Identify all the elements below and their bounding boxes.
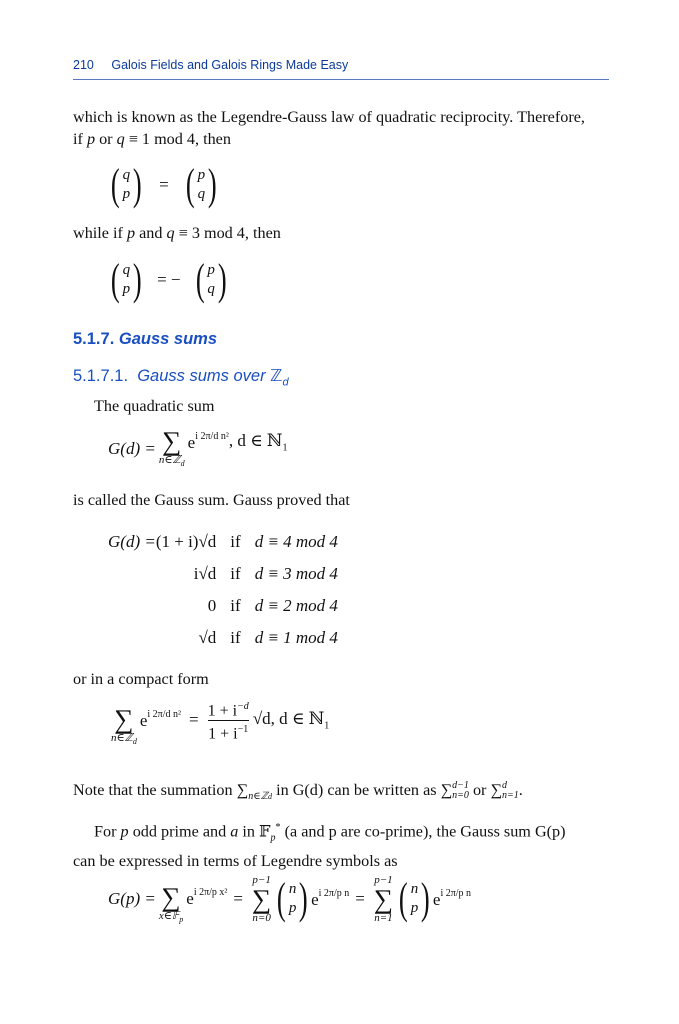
- paragraph-3: The quadratic sum: [94, 397, 215, 415]
- paragraph-6: Note that the summation $\sum_{n\in ℤd}$ in G(d) can be written as ∑ d−1 n=0 or ∑ d n=1 .: [73, 780, 523, 803]
- equation-reciprocity-1: ( q p ) = ( p q ): [110, 160, 217, 209]
- running-header: [73, 58, 348, 72]
- book-title: Galois Fields and Galois Rings Made Easy: [111, 58, 349, 72]
- header-rule: [73, 79, 609, 80]
- equation-gauss-sum: G(d) = ∑ n∈ℤ$_d$ $e^{i 2\pi/d n^2}$ , d ∈ ℕ$_1$: [108, 426, 288, 469]
- paragraph-7: For p odd prime and a in 𝔽$_p$* (a and p are co-prime), the Gauss sum G(p) can be expressed in terms of Legendre symbols as: [73, 822, 566, 870]
- equation-reciprocity-2: ( q p ) = − ( p q ): [110, 255, 227, 304]
- paragraph-5: or in a compact form: [73, 670, 209, 688]
- paragraph-2: while if p and q ≡ 3 mod 4, then: [73, 224, 281, 242]
- equation-legendre-form: G(p) = ∑ x∈𝔽$_p$ $e^{i 2\pi/p x^2}$ = p−1 ∑ n=0 ( n p ) $e^{i 2\pi/p n}$ = p−1 ∑ n=1 ( n p ) $e^{i 2\pi/p n}$: [108, 874, 472, 925]
- page-number: 210: [73, 58, 94, 72]
- equation-cases: G(d) = (1 + i)√d if d ≡ 4 mod 4 i√d if d ≡ 3 mod 4 0 if d ≡ 2 mod 4 √d if d ≡ 1 mod 4: [108, 532, 338, 647]
- equation-compact-form: ∑ n∈ℤ$_d$ $e^{i 2\pi/d n^2}$ = $\frac{1 + i^{-d}}{1 + i^{-1}}$ √d, d ∈ ℕ$_1$: [111, 701, 330, 747]
- subsection-heading: 5.1.7.1. Gauss sums over ℤ$_d$: [73, 367, 289, 389]
- paragraph-4: is called the Gauss sum. Gauss proved that: [73, 491, 350, 509]
- paragraph-1: which is known as the Legendre-Gauss law of quadratic reciprocity. Therefore, if p or q ≡ 1 mod 4, then: [73, 108, 585, 148]
- section-heading: 5.1.7. Gauss sums: [73, 330, 218, 348]
